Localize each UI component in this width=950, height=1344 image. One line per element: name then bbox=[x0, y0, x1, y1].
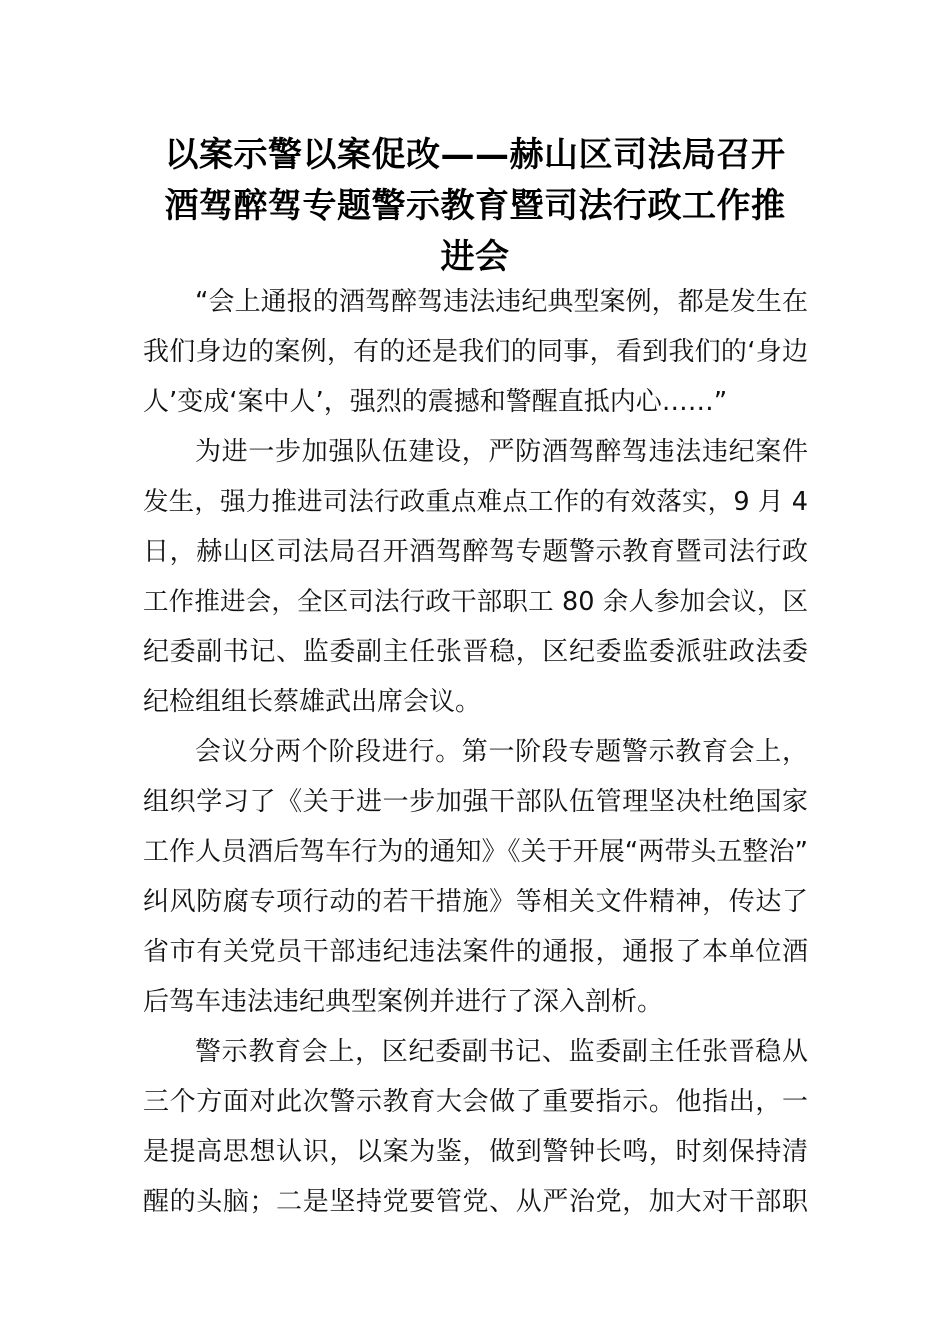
text-line: 后驾车违法违纪典型案例并进行了深入剖析。 bbox=[143, 987, 664, 1017]
text-line: 纪委副书记、监委副主任张晋稳，区纪委监委派驻政法委 bbox=[143, 637, 808, 667]
text-line: 三个方面对此次警示教育大会做了重要指示。他指出，一 bbox=[143, 1087, 808, 1117]
text-line: 醒的头脑；二是坚持党要管党、从严治党，加大对干部职 bbox=[143, 1187, 808, 1217]
text-line: “会上通报的酒驾醉驾违法违纪典型案例，都是发生在 bbox=[195, 287, 808, 317]
text-line: 组织学习了《关于进一步加强干部队伍管理坚决杜绝国家 bbox=[143, 787, 808, 817]
text-line: 工作人员酒后驾车行为的通知》《关于开展“两带头五整治” bbox=[143, 837, 808, 867]
text-line: 省市有关党员干部违纪违法案件的通报，通报了本单位酒 bbox=[143, 937, 808, 967]
document-title bbox=[140, 130, 810, 283]
text-line: 我们身边的案例，有的还是我们的同事，看到我们的‘身边 bbox=[143, 337, 808, 367]
text-line: 人’变成‘案中人’，强烈的震撼和警醒直抵内心……” bbox=[143, 387, 728, 417]
text-line: 会议分两个阶段进行。第一阶段专题警示教育会上， bbox=[195, 737, 808, 767]
title-line: 酒驾醉驾专题警示教育暨司法行政工作推 bbox=[164, 186, 786, 226]
paragraph-instructions bbox=[143, 1027, 808, 1227]
text-line: 日，赫山区司法局召开酒驾醉驾专题警示教育暨司法行政 bbox=[143, 537, 808, 567]
text-line: 为进一步加强队伍建设，严防酒驾醉驾违法违纪案件 bbox=[195, 437, 808, 467]
text-line: 工作推进会，全区司法行政干部职工 80 余人参加会议，区 bbox=[143, 587, 808, 617]
paragraph-quote bbox=[143, 277, 808, 427]
text-line: 纠风防腐专项行动的若干措施》等相关文件精神，传达了 bbox=[143, 887, 808, 917]
text-line: 警示教育会上，区纪委副书记、监委副主任张晋稳从 bbox=[195, 1037, 808, 1067]
title-line: 进会 bbox=[440, 237, 510, 277]
text-line: 纪检组组长蔡雄武出席会议。 bbox=[143, 687, 482, 717]
title-line: 以案示警以案促改——赫山区司法局召开 bbox=[164, 135, 786, 175]
text-line: 发生，强力推进司法行政重点难点工作的有效落实，9 月 4 bbox=[143, 487, 808, 517]
paragraph-meeting-intro bbox=[143, 427, 808, 727]
document-body bbox=[143, 277, 808, 1227]
paragraph-meeting-stages bbox=[143, 727, 808, 1027]
text-line: 是提高思想认识，以案为鉴，做到警钟长鸣，时刻保持清 bbox=[143, 1137, 808, 1167]
